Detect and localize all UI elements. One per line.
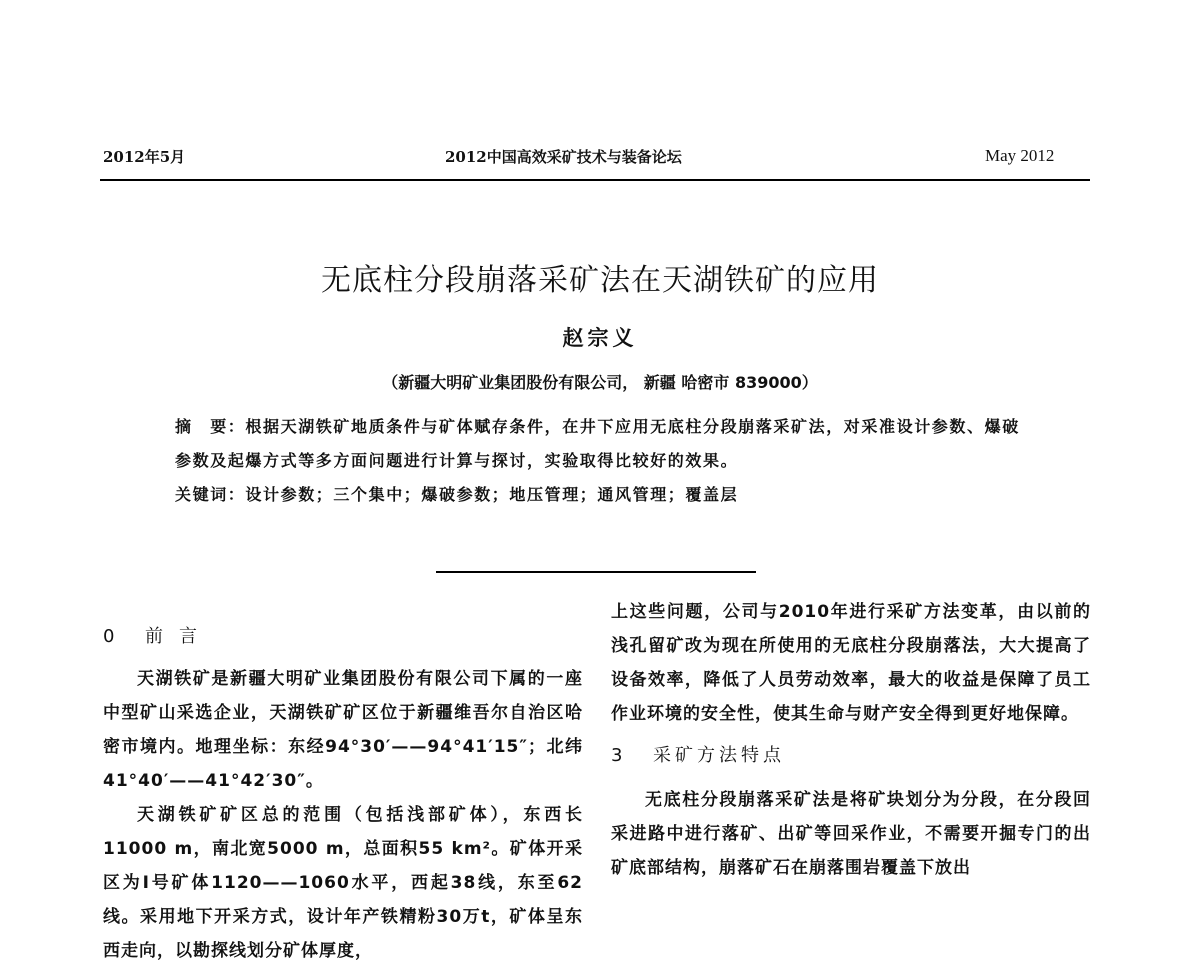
- paragraph: 天湖铁矿是新疆大明矿业集团股份有限公司下属的一座中型矿山采选企业，天湖铁矿矿区位于新疆维吾尔自治区哈密市境内。地理坐标：东经94°30′——94°41′15″；北纬41°40′——41°42′30″。: [103, 669, 583, 791]
- keywords-label: 关键词：: [175, 485, 246, 504]
- abstract-label: 摘 要：: [175, 417, 246, 436]
- running-header-date-en: May 2012: [985, 146, 1055, 165]
- section-number: 0: [103, 626, 116, 647]
- keywords-text: 设计参数；三个集中；爆破参数；地压管理；通风管理；覆盖层: [245, 485, 739, 504]
- running-header-date: 2012年5月: [103, 148, 186, 166]
- keywords: [175, 478, 1025, 512]
- right-column: [611, 595, 1091, 885]
- abstract: [175, 410, 1025, 478]
- paragraph-continued: 上这些问题，公司与2010年进行采矿方法变革，由以前的浅孔留矿改为现在所使用的无底柱分段崩落法，大大提高了设备效率，降低了人员劳动效率，最大的收益是保障了员工作业环境的安全性，使其生命与财产安全得到更好地保障。: [611, 602, 1091, 724]
- paragraph: 无底柱分段崩落采矿法是将矿块划分为分段，在分段回采进路中进行落矿、出矿等回采作业，不需要开掘专门的出矿底部结构，崩落矿石在崩落围岩覆盖下放出: [611, 790, 1091, 878]
- header-rule: [100, 179, 1090, 181]
- author-name: 赵宗义: [562, 325, 638, 350]
- abstract-separator: [436, 571, 756, 573]
- left-column: [103, 620, 583, 968]
- paper-title: 无底柱分段崩落采矿法在天湖铁矿的应用: [321, 263, 879, 298]
- author-affiliation: （新疆大明矿业集团股份有限公司， 新疆 哈密市 839000）: [382, 373, 818, 392]
- section-title: 前言: [145, 626, 213, 647]
- abstract-block: [175, 410, 1025, 512]
- section-number: 3: [611, 745, 624, 766]
- section-heading-3: [611, 739, 1091, 773]
- section-heading-0: [103, 620, 583, 654]
- paragraph: 天湖铁矿矿区总的范围（包括浅部矿体），东西长11000 m，南北宽5000 m，总面积55 km²。矿体开采区为Ⅰ号矿体1120——1060水平，西起38线，东至62线。采用地下开采方式，设计年产铁精粉30万t，矿体呈东西走向，以勘探线划分矿体厚度，: [103, 805, 583, 961]
- section-title: 采矿方法特点: [653, 745, 785, 766]
- running-header-journal: 2012中国高效采矿技术与装备论坛: [445, 148, 682, 166]
- abstract-text: 根据天湖铁矿地质条件与矿体赋存条件，在井下应用无底柱分段崩落采矿法，对采准设计参数、爆破参数及起爆方式等多方面问题进行计算与探讨，实验取得比较好的效果。: [175, 417, 1020, 470]
